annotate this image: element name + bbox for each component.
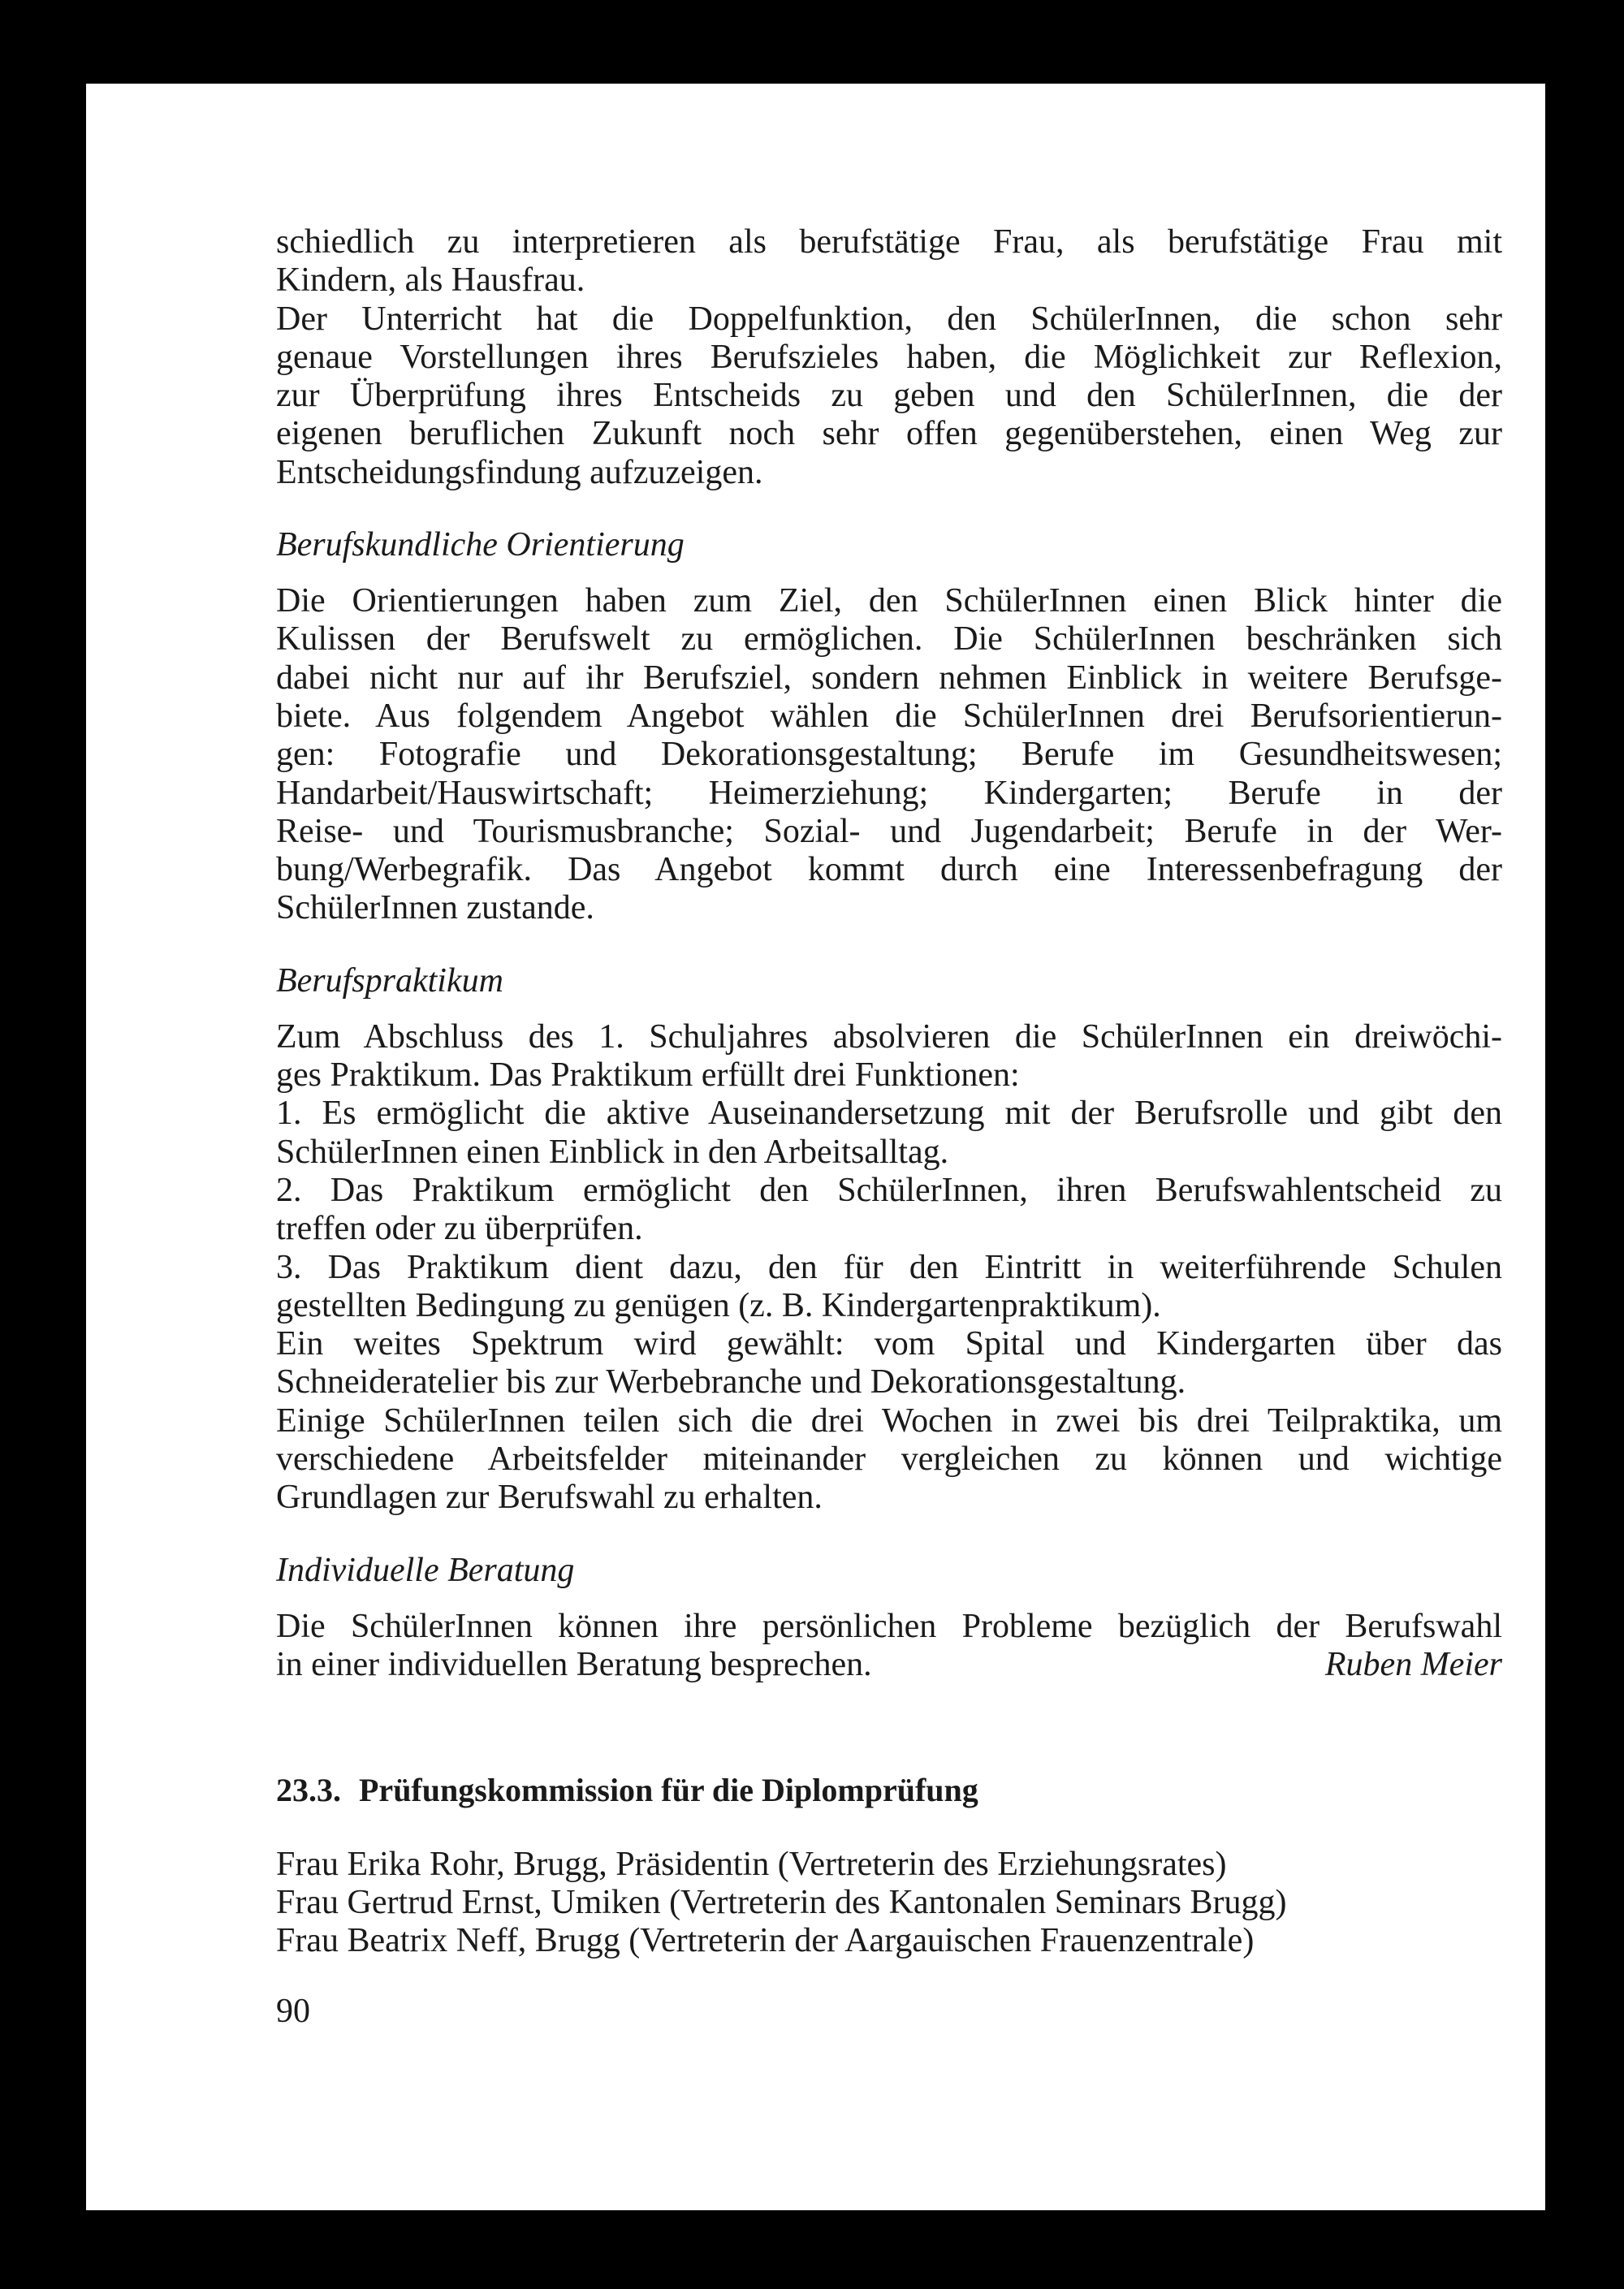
text-line: Entscheidungsfindung aufzuzeigen. bbox=[276, 453, 763, 491]
member-line: Frau Gertrud Ernst, Umiken (Vertreterin des Kantonalen Seminars Brugg) bbox=[276, 1884, 1287, 1922]
member-line: Frau Beatrix Neff, Brugg (Vertreterin der Aargauischen Frauenzentrale) bbox=[276, 1922, 1255, 1960]
text-line: Grundlagen zur Berufswahl zu erhalten. bbox=[276, 1479, 823, 1517]
page-number: 90 bbox=[276, 1993, 310, 2031]
subheading-orientierung: Berufskundliche Orientierung bbox=[276, 526, 685, 564]
beratung-paragraph bbox=[276, 1608, 1502, 1685]
intro-paragraph bbox=[276, 223, 1502, 492]
text-line: verschiedene Arbeitsfelder miteinander vergleichen zu können und wichtige bbox=[276, 1440, 1502, 1479]
text-line: 3. Das Praktikum dient dazu, den für den Eintritt in weiterführende Schulen bbox=[276, 1248, 1502, 1286]
text-line: Einige SchülerInnen teilen sich die drei Wochen in zwei bis drei Teilpraktika, um bbox=[276, 1401, 1502, 1440]
subheading-praktikum: Berufspraktikum bbox=[276, 961, 503, 1000]
signature-line bbox=[276, 1646, 1502, 1684]
text-line: Kindern, als Hausfrau. bbox=[276, 261, 585, 300]
text-line: Reise- und Tourismusbranche; Sozial- und Jugendarbeit; Berufe in der Wer- bbox=[276, 812, 1502, 850]
text-line: schiedlich zu interpretieren als berufstätige Frau, als berufstätige Frau mit bbox=[276, 223, 1502, 261]
text-line: genaue Vorstellungen ihres Berufszieles haben, die Möglichkeit zur Reflexion, bbox=[276, 338, 1502, 376]
page-content bbox=[276, 223, 1502, 2031]
text-line: Ein weites Spektrum wird gewählt: vom Spital und Kindergarten über das bbox=[276, 1325, 1502, 1363]
text-line: bung/Werbegrafik. Das Angebot kommt durch eine Interessenbefragung der bbox=[276, 851, 1502, 889]
section-heading bbox=[276, 1771, 1502, 1809]
book-page bbox=[86, 84, 1545, 2210]
subheading-beratung: Individuelle Beratung bbox=[276, 1551, 575, 1589]
text-line: Zum Abschluss des 1. Schuljahres absolvieren die SchülerInnen ein dreiwöchi- bbox=[276, 1017, 1502, 1056]
author-signature: Ruben Meier bbox=[1324, 1645, 1502, 1683]
text-line: Der Unterricht hat die Doppelfunktion, den SchülerInnen, die schon sehr bbox=[276, 300, 1502, 338]
praktikum-paragraph bbox=[276, 1018, 1502, 1518]
text-line: 2. Das Praktikum ermöglicht den SchülerInnen, ihren Berufswahlentscheid zu bbox=[276, 1171, 1502, 1209]
member-line: Frau Erika Rohr, Brugg, Präsidentin (Vertreterin des Erziehungsrates) bbox=[276, 1846, 1227, 1884]
text-line: Schneideratelier bis zur Werbebranche und Dekorationsgestaltung. bbox=[276, 1363, 1186, 1401]
text-line: dabei nicht nur auf ihr Berufsziel, sondern nehmen Einblick in weitere Berufsge- bbox=[276, 659, 1502, 697]
commission-members bbox=[276, 1846, 1502, 1960]
text-line: 1. Es ermöglicht die aktive Auseinandersetzung mit der Berufsrolle und gibt den bbox=[276, 1095, 1502, 1133]
orientierung-paragraph bbox=[276, 582, 1502, 928]
text-line: biete. Aus folgendem Angebot wählen die SchülerInnen drei Berufsorientierun- bbox=[276, 697, 1502, 735]
text-line: gestellten Bedingung zu genügen (z. B. Kindergartenpraktikum). bbox=[276, 1286, 1161, 1324]
text-line: treffen oder zu überprüfen. bbox=[276, 1210, 643, 1248]
text-line: Die Orientierungen haben zum Ziel, den SchülerInnen einen Blick hinter die bbox=[276, 582, 1502, 620]
text-line: Kulissen der Berufswelt zu ermöglichen. Die SchülerInnen beschränken sich bbox=[276, 620, 1502, 659]
text-line: SchülerInnen einen Einblick in den Arbeitsalltag. bbox=[276, 1133, 949, 1171]
text-line: ges Praktikum. Das Praktikum erfüllt drei Funktionen: bbox=[276, 1056, 1020, 1095]
text-line: SchülerInnen zustande. bbox=[276, 889, 594, 927]
text-line: zur Überprüfung ihres Entscheids zu geben und den SchülerInnen, die der bbox=[276, 377, 1502, 415]
text-line: Die SchülerInnen können ihre persönlichen Probleme bezüglich der Berufswahl bbox=[276, 1607, 1502, 1645]
section-number: 23.3. bbox=[276, 1772, 341, 1809]
text-line: gen: Fotografie und Dekorationsgestaltung; Berufe im Gesundheitswesen; bbox=[276, 736, 1502, 774]
text-line: in einer individuellen Beratung besprechen. bbox=[276, 1645, 872, 1683]
text-line: eigenen beruflichen Zukunft noch sehr offen gegenüberstehen, einen Weg zur bbox=[276, 415, 1502, 453]
section-title: Prüfungskommission für die Diplomprüfung bbox=[359, 1772, 978, 1809]
text-line: Handarbeit/Hauswirtschaft; Heimerziehung; Kindergarten; Berufe in der bbox=[276, 774, 1502, 812]
